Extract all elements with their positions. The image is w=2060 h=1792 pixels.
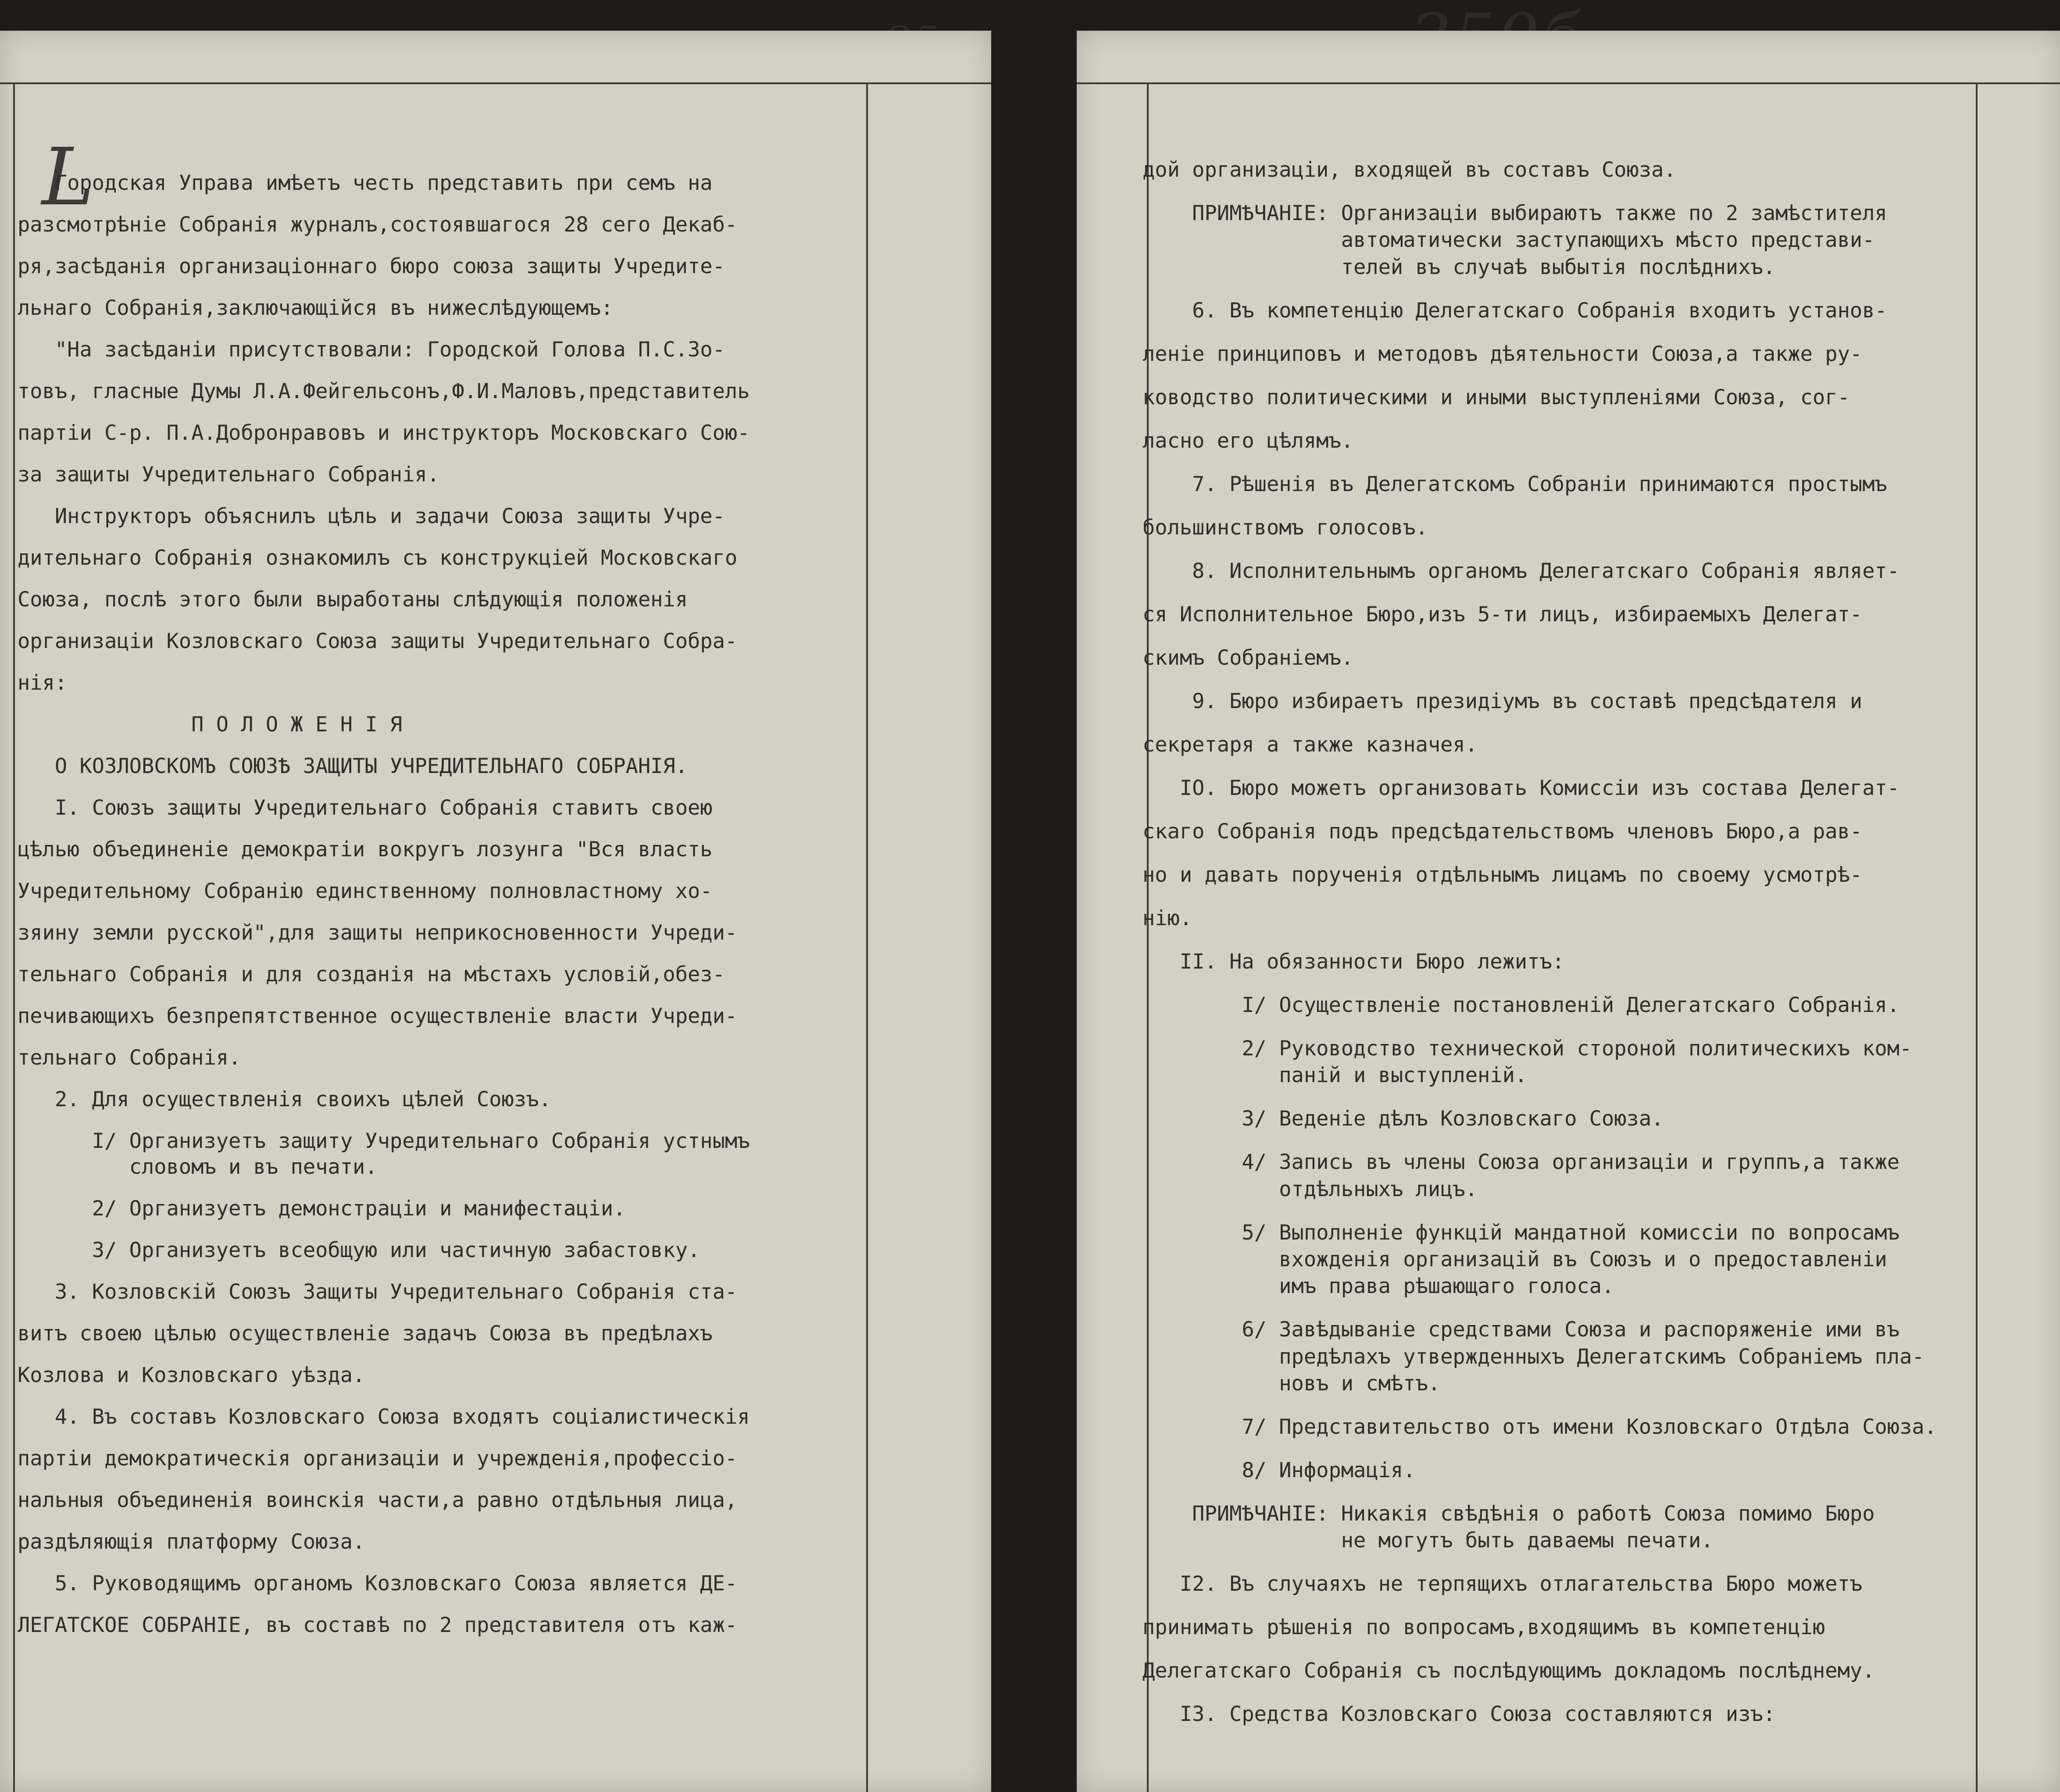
text-line: ПРИМѢЧАНІЕ: Организаціи выбираютъ также по 2 замѣстителя xyxy=(1142,201,1887,225)
text-line: зяину земли русской",для защиты неприкосновенности Учреди- xyxy=(18,921,738,945)
text-line: не могутъ быть даваемы печати. xyxy=(1142,1528,1714,1553)
text-line: 7. Рѣшенія въ Делегатскомъ Собраніи принимаются простымъ xyxy=(1142,472,1887,496)
text-line: 9. Бюро избираетъ президіумъ въ составѣ предсѣдателя и xyxy=(1142,689,1863,713)
text-line: 3/ Веденіе дѣлъ Козловскаго Союза. xyxy=(1142,1107,1664,1131)
right-margin-line xyxy=(866,83,868,1792)
text-line: нія: xyxy=(18,671,68,695)
right-margin-line xyxy=(1976,83,1978,1792)
text-line: новъ и смѣтъ. xyxy=(1142,1372,1441,1396)
text-line: телей въ случаѣ выбытія послѣднихъ. xyxy=(1142,255,1776,279)
text-line: партіи демократическія организаціи и учрежденія,професcіо- xyxy=(18,1446,738,1471)
text-line: отдѣльныхъ лицъ. xyxy=(1142,1177,1478,1201)
text-line: за защиты Учредительнаго Собранія. xyxy=(18,463,440,487)
text-line: цѣлью объединеніе демократіи вокругъ лозунга "Вся власть xyxy=(18,837,713,862)
text-line: П О Л О Ж Е Н І Я xyxy=(18,713,403,737)
text-line: разсмотрѣніе Собранія журналъ,состоявшагося 28 сего Декаб- xyxy=(18,213,738,237)
text-line: IO. Бюро можетъ организовать Комиссіи изъ состава Делегат- xyxy=(1142,776,1900,800)
text-line: Союза, послѣ этого были выработаны слѣдующія положенія xyxy=(18,588,688,612)
text-line: Козлова и Козловскаго уѣзда. xyxy=(18,1363,365,1387)
text-line: ПРИМѢЧАНІЕ: Никакія свѣдѣнія о работѣ Союза помимо Бюро xyxy=(1142,1502,1875,1526)
text-line: ласно его цѣлямъ. xyxy=(1142,428,1354,453)
text-line: ководство политическими и иными выступленіями Союза, сог- xyxy=(1142,385,1850,410)
text-line: 2. Для осуществленія своихъ цѣлей Союзъ. xyxy=(18,1087,551,1112)
text-line: 2/ Руководство технической стороной политическихъ ком- xyxy=(1142,1036,1912,1061)
text-line: принимать рѣшенія по вопросамъ,входящимъ въ компетенцію xyxy=(1142,1615,1825,1640)
text-line: 8/ Информація. xyxy=(1142,1458,1416,1483)
text-line: II. На обязанности Бюро лежитъ: xyxy=(1142,949,1565,974)
text-line: организаціи Козловскаго Союза защиты Учредительнаго Собра- xyxy=(18,629,738,653)
text-line: нію. xyxy=(1142,906,1192,930)
text-line: раздѣляющія платформу Союза. xyxy=(18,1529,365,1554)
text-line: I2. Въ случаяхъ не терпящихъ отлагательства Бюро можетъ xyxy=(1142,1572,1863,1596)
text-line: льнаго Собранія,заключающійся въ нижеслѣдующемъ: xyxy=(18,296,614,320)
text-line: 3/ Организуетъ всеобщую или частичную забастовку. xyxy=(18,1238,700,1262)
text-line: 6. Въ компетенцію Делегатскаго Собранія входитъ установ- xyxy=(1142,298,1887,323)
text-line: ЛЕГАТСКОЕ СОБРАНІЕ, въ составѣ по 2 представителя отъ каж- xyxy=(18,1613,738,1637)
text-line: печивающихъ безпрепятственное осуществленіе власти Учреди- xyxy=(18,1004,738,1028)
text-line: нальныя объединенія воинскія части,а равно отдѣльныя лица, xyxy=(18,1488,738,1512)
text-line: Делегатскаго Собранія съ послѣдующимъ докладомъ послѣднему. xyxy=(1142,1659,1875,1683)
text-line: дительнаго Собранія ознакомилъ съ конструкціей Московскаго xyxy=(18,546,738,570)
top-rule xyxy=(0,82,991,84)
left-margin-line xyxy=(13,83,15,1792)
margin-mark: L xyxy=(42,132,94,223)
text-line: вхожденія организацій въ Союзъ и о предоставленіи xyxy=(1142,1247,1887,1272)
text-line: 2/ Организуетъ демонстраціи и манифестаціи. xyxy=(18,1196,626,1221)
text-line: ся Исполнительное Бюро,изъ 5-ти лицъ, избираемыхъ Делегат- xyxy=(1142,602,1863,627)
text-line: 3. Козловскій Союзъ Защиты Учредительнаго Собранія ста- xyxy=(18,1279,738,1304)
text-line: скаго Собранія подъ предсѣдательствомъ членовъ Бюро,а рав- xyxy=(1142,819,1863,844)
text-line: имъ права рѣшающаго голоса. xyxy=(1142,1274,1614,1299)
text-line: леніе принциповъ и методовъ дѣятельности Союза,а также ру- xyxy=(1142,342,1863,366)
text-line: 5/ Выполненіе функцій мандатной комиссіи по вопросамъ xyxy=(1142,1220,1900,1245)
text-line: скимъ Собраніемъ. xyxy=(1142,645,1354,670)
text-line: предѣлахъ утвержденныхъ Делегатскимъ Собраніемъ пла- xyxy=(1142,1344,1924,1369)
top-rule xyxy=(1077,82,2060,84)
text-line: О КОЗЛОВСКОМЪ СОЮЗѢ ЗАЩИТЫ УЧРЕДИТЕЛЬНАГО СОБРАНІЯ. xyxy=(18,754,688,778)
text-line: ря,засѣданія организаціоннаго бюро союза защиты Учредите- xyxy=(18,254,725,278)
text-line: 7/ Представительство отъ имени Козловскаго Отдѣла Союза. xyxy=(1142,1415,1937,1439)
text-line: автоматически заступающихъ мѣсто представи- xyxy=(1142,228,1875,253)
text-line: словомъ и въ печати. xyxy=(18,1154,378,1179)
text-line: товъ, гласные Думы Л.А.Фейгельсонъ,Ф.И.Маловъ,представитель xyxy=(18,379,750,403)
text-line: I. Союзъ защиты Учредительнаго Собранія ставитъ своею xyxy=(18,796,713,820)
text-line: 4/ Запись въ члены Союза организаціи и группъ,а также xyxy=(1142,1150,1900,1175)
text-line: Учредительному Собранію единственному полновластному хо- xyxy=(18,879,713,903)
text-line: партіи С-р. П.А.Добронравовъ и инструкторъ Московскаго Сою- xyxy=(18,421,750,445)
text-line: "На засѣданіи присутствовали: Городской Голова П.С.Зо- xyxy=(18,338,725,362)
text-line: Инструкторъ объяснилъ цѣль и задачи Союза защиты Учре- xyxy=(18,504,725,528)
right-page xyxy=(1077,31,2060,1792)
text-line: дой организаціи, входящей въ составъ Союза. xyxy=(1142,158,1676,182)
text-line: паній и выступленій. xyxy=(1142,1063,1528,1088)
text-line: 4. Въ составъ Козловскаго Союза входятъ соціалистическія xyxy=(18,1404,750,1429)
text-line: секретаря а также казначея. xyxy=(1142,732,1478,757)
text-line: 8. Исполнительнымъ органомъ Делегатскаго Собранія являет- xyxy=(1142,559,1900,583)
text-line: тельнаго Собранія и для созданія на мѣстахъ условій,обез- xyxy=(18,962,725,987)
text-line: Городская Управа имѣетъ честь представить при семъ на xyxy=(18,171,713,195)
text-line: 6/ Завѣдываніе средствами Союза и распоряженіе ими въ xyxy=(1142,1318,1900,1342)
text-line: I/ Организуетъ защиту Учредительнаго Собранія устнымъ xyxy=(18,1129,750,1153)
text-line: большинствомъ голосовъ. xyxy=(1142,515,1428,540)
text-line: тельнаго Собранія. xyxy=(18,1046,241,1070)
text-line: 5. Руководящимъ органомъ Козловскаго Союза является ДЕ- xyxy=(18,1571,738,1596)
text-line: I/ Осуществленіе постановленій Делегатскаго Собранія. xyxy=(1142,993,1900,1017)
text-line: но и давать порученія отдѣльнымъ лицамъ по своему усмотрѣ- xyxy=(1142,862,1863,887)
text-line: витъ своею цѣлью осуществленіе задачъ Союза въ предѣлахъ xyxy=(18,1321,713,1346)
left-page xyxy=(0,31,991,1792)
text-line: I3. Средства Козловскаго Союза составляются изъ: xyxy=(1142,1702,1776,1727)
